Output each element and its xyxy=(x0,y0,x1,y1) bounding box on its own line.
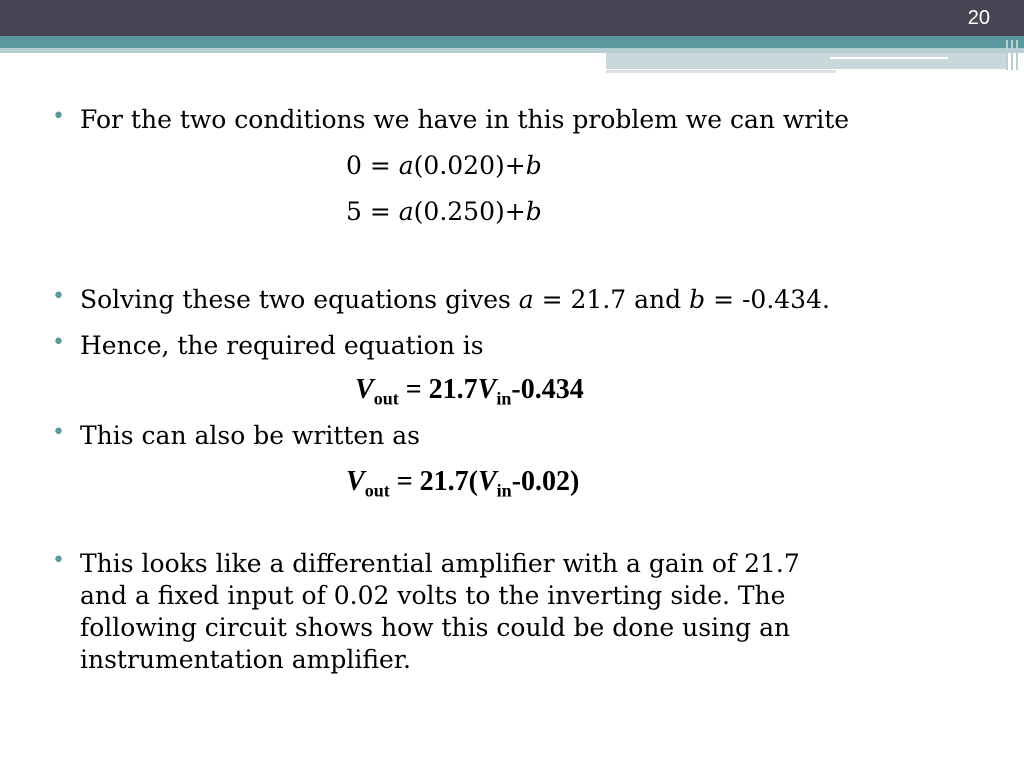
eq-sub-in: in xyxy=(496,388,512,409)
eq-var-a: a xyxy=(398,151,414,180)
var-b: b xyxy=(689,285,706,314)
bullet-icon: • xyxy=(52,420,65,445)
bullet-icon: • xyxy=(52,284,65,309)
equation-2 xyxy=(346,196,542,228)
paragraph-line: This looks like a differential amplifier with a gain of 21.7 xyxy=(80,549,800,578)
var-a: a xyxy=(518,285,534,314)
eq-v: V xyxy=(346,466,365,497)
eq-sub-in: in xyxy=(496,480,512,501)
bullet-icon: • xyxy=(52,330,65,355)
paragraph-line: instrumentation amplifier. xyxy=(80,645,411,674)
eq-lhs: 5 = xyxy=(346,197,399,226)
eq-v: V xyxy=(355,374,374,405)
eq-sub-out: out xyxy=(364,480,390,501)
paragraph-line: following circuit shows how this could be done using an xyxy=(80,613,791,642)
bullet-paragraph xyxy=(80,548,980,676)
text-segment: = 21.7 and xyxy=(533,285,690,314)
eq-var-b: b xyxy=(525,197,542,226)
eq-mid: (0.020)+ xyxy=(413,151,526,180)
eq-mid: = 21.7( xyxy=(389,466,478,497)
eq-mid: = 21.7 xyxy=(398,374,478,405)
eq-v: V xyxy=(477,466,497,497)
eq-mid: (0.250)+ xyxy=(413,197,526,226)
eq-lhs: 0 = xyxy=(346,151,399,180)
bullet-text: Hence, the required equation is xyxy=(80,331,484,360)
bullet-text: This can also be written as xyxy=(80,421,420,450)
bullet-icon: • xyxy=(52,104,65,129)
bullet-text xyxy=(80,284,980,316)
vout-equation-2 xyxy=(346,466,579,507)
eq-var-b: b xyxy=(525,151,542,180)
eq-tail: -0.02) xyxy=(511,466,580,497)
eq-v: V xyxy=(477,374,497,405)
text-segment: = -0.434. xyxy=(705,285,830,314)
paragraph-line: and a fixed input of 0.02 volts to the inverting side. The xyxy=(80,581,786,610)
eq-sub-out: out xyxy=(373,388,399,409)
equation-1 xyxy=(346,150,542,182)
slide-number: 20 xyxy=(967,7,990,29)
vout-equation-1 xyxy=(355,374,584,415)
eq-tail: -0.434 xyxy=(511,374,584,405)
text-segment: Solving these two equations gives xyxy=(80,285,519,314)
bullet-icon: • xyxy=(52,548,65,573)
bullet-text: For the two conditions we have in this problem we can write xyxy=(80,105,850,134)
eq-var-a: a xyxy=(398,197,414,226)
